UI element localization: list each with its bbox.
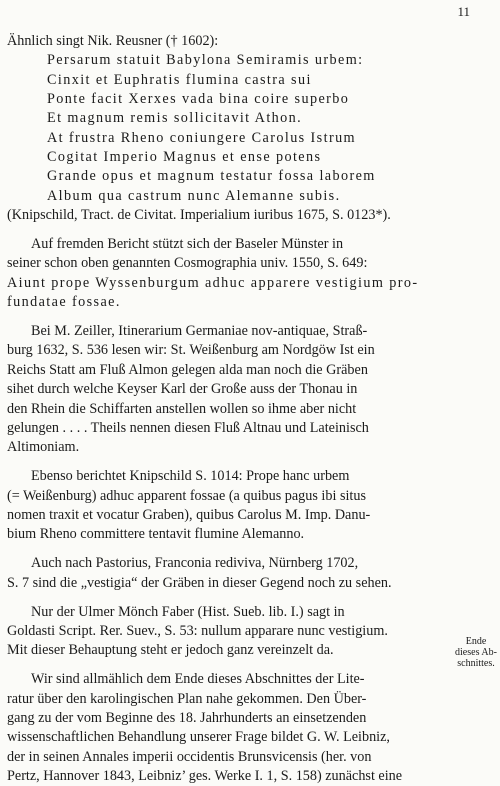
poem-line: Persarum statuit Babylona Semiramis urbem: xyxy=(47,52,364,68)
text-line: der in seinen Annales imperii occidentis Brunsvicensis (her. von xyxy=(7,749,372,765)
text-line: den Rhein die Schiffarten anstellen wollen so ihme aber nicht xyxy=(7,401,357,417)
text-line: wissenschaftlichen Behandlung unserer Frage bildet G. W. Leibniz, xyxy=(7,729,390,745)
text-line: Pertz, Hannover 1843, Leibniz’ ges. Werke I. 1, S. 158) zunächst eine xyxy=(7,768,403,784)
poem-line: Et magnum remis sollicitavit Athon. xyxy=(47,110,303,126)
text-line: Wir sind allmählich dem Ende dieses Abschnittes der Lite- xyxy=(31,671,365,687)
margin-note xyxy=(453,636,499,669)
text-line: Nur der Ulmer Mönch Faber (Hist. Sueb. lib. I.) sagt in xyxy=(31,604,345,620)
poem-line: Cogitat Imperio Magnus et ense potens xyxy=(47,149,322,165)
text-line: Bei M. Zeiller, Itinerarium Germaniae nov-antiquae, Straß- xyxy=(31,323,368,339)
margin-note-line: dieses Ab- xyxy=(455,647,497,658)
text-line: Auch nach Pastorius, Franconia rediviva, Nürnberg 1702, xyxy=(31,555,359,571)
text-line: S. 7 sind die „vestigia“ der Gräben in dieser Gegend noch zu sehen. xyxy=(7,575,392,591)
poem-line: Grande opus et magnum testatur fossa laborem xyxy=(47,168,376,184)
text-line: gelungen . . . . Theils nennen diesen Fluß Altnau und Lateinisch xyxy=(7,420,369,436)
text-line: Reichs Statt am Fluß Almon gelegen alda man noch die Gräben xyxy=(7,362,368,378)
text-line: Ähnlich singt Nik. Reusner († 1602): xyxy=(7,33,219,49)
text-line: Aiunt prope Wyssenburgum adhuc apparere vestigium pro- xyxy=(7,275,419,291)
page-number: 11 xyxy=(457,4,470,19)
text-line: ratur über den karolingischen Plan nahe gekommen. Den Über- xyxy=(7,691,367,707)
text-line: gang zu der vom Beginne des 18. Jahrhunderts an einsetzenden xyxy=(7,710,367,726)
text-line: Altimoniam. xyxy=(7,439,80,455)
text-line: burg 1632, S. 536 lesen wir: St. Weißenburg am Nordgöw Ist ein xyxy=(7,342,375,358)
margin-note-line: Ende xyxy=(465,636,487,647)
text-line: bium Rheno committere tentavit flumine Alemanno. xyxy=(7,526,305,542)
text-line: sihet durch welche Keyser Karl der Große auss der Thonau in xyxy=(7,381,358,397)
text-line: Auf fremden Bericht stützt sich der Baseler Münster in xyxy=(31,236,344,252)
text-line: seiner schon oben genannten Cosmographia univ. 1550, S. 649: xyxy=(7,255,368,271)
text-line: Goldasti Script. Rer. Suev., S. 53: nullum apparare nunc vestigium. xyxy=(7,623,388,639)
text-line: Mit dieser Behauptung steht er jedoch ganz vereinzelt da. xyxy=(7,642,334,658)
text-line: nomen traxit et vocatur Graben), quibus Carolus M. Imp. Danu- xyxy=(7,507,371,523)
text-line: fundatae fossae. xyxy=(7,294,121,310)
poem-line: Album qua castrum nunc Alemanne subis. xyxy=(47,188,341,204)
poem-line: Ponte facit Xerxes vada bina coire superbo xyxy=(47,91,350,107)
text-line: Ebenso berichtet Knipschild S. 1014: Prope hanc urbem xyxy=(31,468,350,484)
poem-line: At frustra Rheno coniungere Carolus Istrum xyxy=(47,130,356,146)
margin-note-line: schnittes. xyxy=(457,658,495,669)
poem-line: Cinxit et Euphratis flumina castra sui xyxy=(47,72,312,88)
text-line: (= Weißenburg) adhuc apparent fossae (a quibus pagus ibi situs xyxy=(7,488,366,504)
citation-line: (Knipschild, Tract. de Civitat. Imperialium iuribus 1675, S. 0123*). xyxy=(7,207,391,223)
